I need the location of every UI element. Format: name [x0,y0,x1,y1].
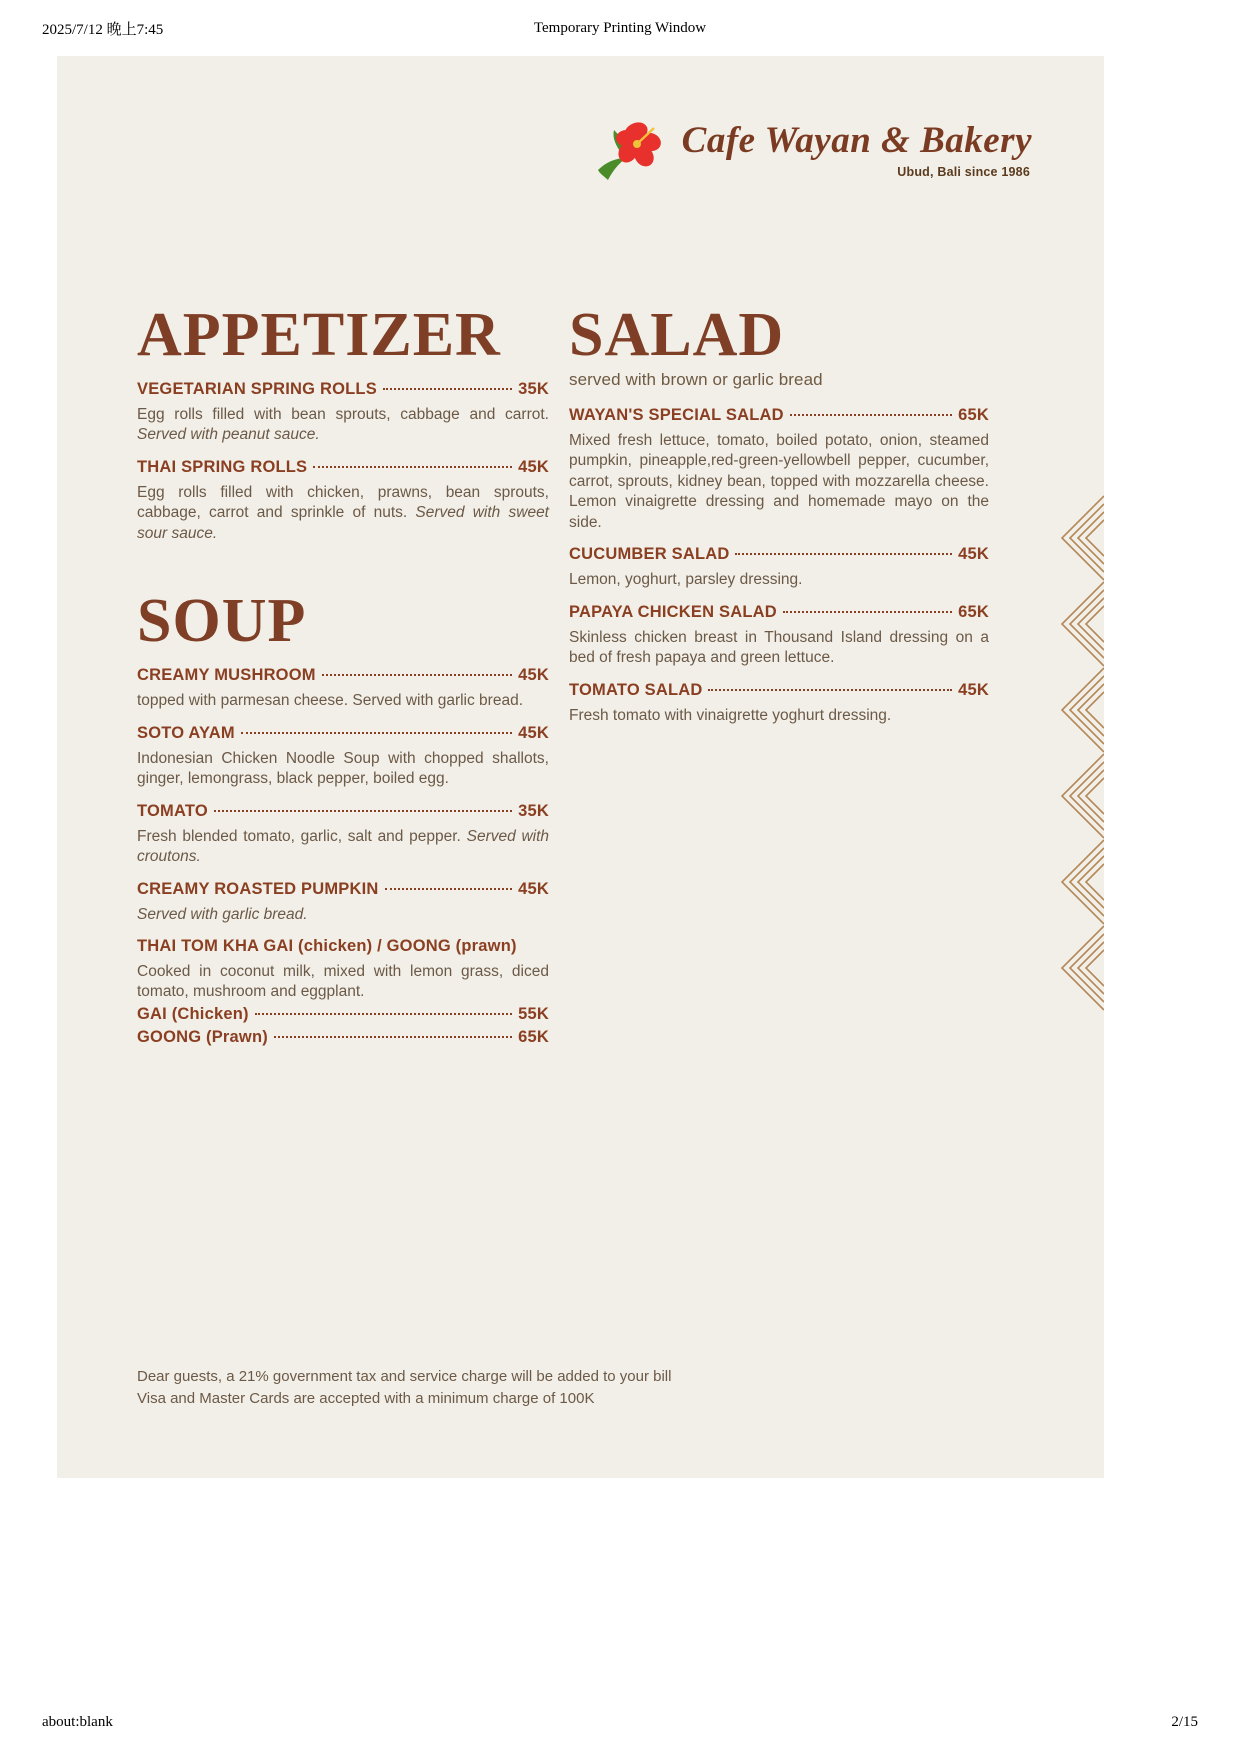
menu-subitem-price: 55K [518,1004,549,1023]
leader-dots [214,810,512,812]
menu-item-name: CREAMY ROASTED PUMPKIN [137,879,379,898]
menu-item-description [137,749,549,790]
leader-dots [313,466,512,468]
leader-dots [783,611,952,613]
leader-dots [255,1013,512,1015]
menu-item-description [569,570,989,590]
leader-dots [735,553,952,555]
menu-item-name: THAI SPRING ROLLS [137,457,308,476]
menu-item-price: 45K [518,723,549,742]
menu-item-description-text: Mixed fresh lettuce, tomato, boiled potato, onion, steamed pumpkin, pineapple,red-green-yellowbell pepper, cucumber, carrot, sprouts, kidney bean, topped with mozzarella cheese. Lemon vinaigrette dressing and homemade mayo on the side. [569,432,989,531]
menu-item-price: 45K [518,457,549,476]
menu-item-name: TOMATO [137,801,208,820]
menu-item-name: WAYAN'S SPECIAL SALAD [569,406,784,424]
section-title-soup: SOUP [137,587,307,656]
chevron-pattern-icon [1042,486,1104,1086]
menu-item-head [137,666,549,685]
menu-item-price: 65K [958,406,989,424]
menu-item-description-text: Lemon, yoghurt, parsley dressing. [569,571,803,589]
menu-item-price: 45K [958,680,989,699]
menu-item-description-italic: Served with peanut sauce. [137,426,320,444]
leader-dots [790,414,952,416]
menu-item [569,545,989,590]
print-window-title: Temporary Printing Window [533,19,707,36]
menu-item-name: THAI TOM KHA GAI (chicken) / GOONG (prawn) [137,936,517,955]
leader-dots [274,1036,512,1038]
menu-item-description [137,962,549,1003]
logo-wordmark [682,121,1032,180]
menu-item [137,802,549,868]
menu-subitem [137,1005,549,1024]
menu-item-description-text: Egg rolls filled with chicken, prawns, bean sprouts, cabbage, carrot and sprinkle of nuts. [137,483,549,522]
section-spacer [137,556,549,590]
menu-item [137,880,549,925]
section-title-salad: SALAD [569,301,785,369]
menu-item-head [137,802,549,821]
menu-item [137,937,549,1047]
menu-item-description [569,431,989,533]
menu-item-head [137,458,549,477]
menu-item-description-italic: Served with sweet sour sauce. [137,504,549,542]
menu-item-description-text: Egg rolls filled with bean sprouts, cabbage and carrot. [137,406,549,423]
right-column [569,301,989,738]
menu-item-description-text: Cooked in coconut milk, mixed with lemon grass, diced tomato, mushroom and eggplant. [137,962,549,1001]
hibiscus-flower-icon [592,114,668,186]
menu-item-description [137,905,549,925]
menu-item-head [137,937,549,956]
menu-footer-note [137,1366,671,1410]
menu-item-price: 65K [958,602,989,621]
section-subtitle-salad: served with brown or garlic bread [569,370,823,389]
menu-item-head [569,681,989,700]
menu-item-description [569,628,989,669]
menu-item [137,380,549,446]
menu-item-price: 35K [518,380,549,398]
logo-title: Cafe Wayan & Bakery [681,119,1032,161]
menu-item [569,406,989,533]
leader-dots [241,732,512,734]
menu-item-head [569,406,989,425]
menu-item [569,681,989,726]
leader-dots [322,674,512,676]
menu-item-description-text: Fresh tomato with vinaigrette yoghurt dressing. [569,706,892,724]
menu-item-price: 45K [518,666,549,685]
menu-item-name: CREAMY MUSHROOM [137,666,316,685]
print-page-number: 2/15 [1171,1714,1198,1730]
menu-item-description [137,405,549,446]
menu-item-description-text: topped with parmesan cheese. Served with garlic bread. [137,692,523,710]
menu-item-price: 45K [518,879,549,898]
note-line-2: Visa and Master Cards are accepted with a minimum charge of 100K [137,1389,595,1407]
decorative-border-pattern [1042,486,1104,1086]
menu-item [137,666,549,711]
menu-item-description [569,706,989,726]
menu-item-name: VEGETARIAN SPRING ROLLS [137,380,377,398]
menu-subitem-name: GOONG (Prawn) [137,1027,268,1046]
logo-subtitle: Ubud, Bali since 1986 [897,165,1030,180]
section-appetizer [137,301,549,544]
menu-item-head [569,545,989,564]
menu-item-description [137,483,549,544]
menu-item [137,458,549,544]
menu-subitem-price: 65K [518,1027,549,1046]
section-title-appetizer: APPETIZER [137,301,501,369]
menu-item-description-italic: Served with garlic bread. [137,905,308,923]
menu-item-head [137,380,549,399]
menu-item-description-text: Indonesian Chicken Noodle Soup with chopped shallots, ginger, lemongrass, black pepper, boiled egg. [137,749,549,788]
menu-item-price: 45K [958,545,989,564]
section-salad [569,301,989,726]
menu-item-head [137,880,549,899]
section-soup [137,587,550,1047]
menu-item [569,603,989,669]
menu-item-description-italic: Served with croutons. [137,827,550,866]
note-line-1: Dear guests, a 21% government tax and service charge will be added to your bill [137,1368,672,1385]
menu-subitem-name: GAI (Chicken) [137,1004,249,1023]
menu-item-name: CUCUMBER SALAD [569,545,730,564]
left-column [137,301,550,1059]
menu-item-description [137,827,549,868]
menu-page [57,56,1104,1478]
print-timestamp: 2025/7/12 晚上7:45 [42,21,164,38]
leader-dots [383,388,512,390]
leader-dots [708,689,952,691]
print-url: about:blank [42,1714,113,1730]
menu-item-name: PAPAYA CHICKEN SALAD [569,602,777,621]
menu-item-head [137,724,549,743]
menu-item-name: TOMATO SALAD [569,680,703,699]
leader-dots [385,888,513,890]
menu-item-description-text: Skinless chicken breast in Thousand Island dressing on a bed of fresh papaya and green lettuce. [569,628,989,667]
print-header [0,0,1240,56]
print-footer [0,1714,1240,1738]
restaurant-logo [592,114,1032,186]
menu-subitem [137,1028,549,1047]
menu-item-name: SOTO AYAM [137,723,235,742]
menu-item [137,724,549,790]
menu-item-description-text: Fresh blended tomato, garlic, salt and pepper. [137,827,461,845]
menu-item-price: 35K [518,801,549,820]
menu-item-head [569,603,989,622]
menu-item-description [137,691,549,711]
